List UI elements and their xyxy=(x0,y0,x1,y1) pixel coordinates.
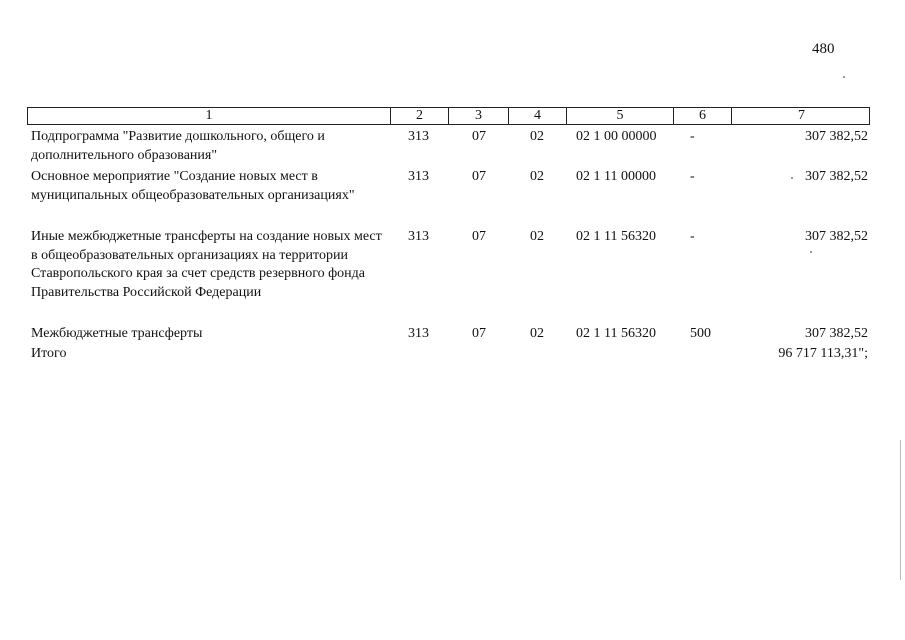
row-c6: - xyxy=(690,229,695,244)
row-c7: 307 382,52 xyxy=(805,169,868,184)
header-col-3: 3 xyxy=(448,108,508,124)
row-c4: 02 xyxy=(530,169,544,184)
page-number: 480 xyxy=(812,41,835,57)
row-c7: 307 382,52 xyxy=(805,326,868,341)
row-c5: 02 1 11 56320 xyxy=(576,229,656,244)
scan-edge-mark xyxy=(900,440,901,580)
row-c2: 313 xyxy=(408,229,429,244)
row-c6: 500 xyxy=(690,326,711,341)
table-header-row xyxy=(27,107,870,125)
row-c3: 07 xyxy=(472,129,486,144)
scan-speck xyxy=(843,76,845,78)
row-c2: 313 xyxy=(408,326,429,341)
header-col-1: 1 xyxy=(205,108,213,123)
scan-speck xyxy=(791,177,793,179)
row-c5: 02 1 11 56320 xyxy=(576,326,656,341)
row-c4: 02 xyxy=(530,129,544,144)
row-c3: 07 xyxy=(472,326,486,341)
row-c2: 313 xyxy=(408,129,429,144)
row-name: Подпрограмма "Развитие дошкольного, общего и дополнительного образования" xyxy=(31,129,325,163)
header-col-6: 6 xyxy=(673,108,731,124)
total-value: 96 717 113,31"; xyxy=(778,346,868,361)
row-name: Межбюджетные трансферты xyxy=(31,326,203,341)
header-col-5: 5 xyxy=(566,108,673,124)
header-col-4: 4 xyxy=(508,108,566,124)
scan-speck xyxy=(810,251,812,253)
row-c7: 307 382,52 xyxy=(805,129,868,144)
row-c6: - xyxy=(690,169,695,184)
row-c3: 07 xyxy=(472,229,486,244)
row-c4: 02 xyxy=(530,229,544,244)
row-c5: 02 1 00 00000 xyxy=(576,129,657,144)
row-name: Основное мероприятие "Создание новых мест в муниципальных общеобразовательных организациях" xyxy=(31,169,355,203)
row-name: Иные межбюджетные трансферты на создание новых мест в общеобразовательных организациях на территории Ставропольского края за счет средств резервного фонда Правительства Российской Федерации xyxy=(31,229,382,300)
total-label: Итого xyxy=(31,346,67,361)
row-c3: 07 xyxy=(472,169,486,184)
header-col-7: 7 xyxy=(731,108,871,124)
row-c5: 02 1 11 00000 xyxy=(576,169,656,184)
row-c7: 307 382,52 xyxy=(805,229,868,244)
row-c2: 313 xyxy=(408,169,429,184)
header-col-2: 2 xyxy=(390,108,448,124)
row-c6: - xyxy=(690,129,695,144)
row-c4: 02 xyxy=(530,326,544,341)
